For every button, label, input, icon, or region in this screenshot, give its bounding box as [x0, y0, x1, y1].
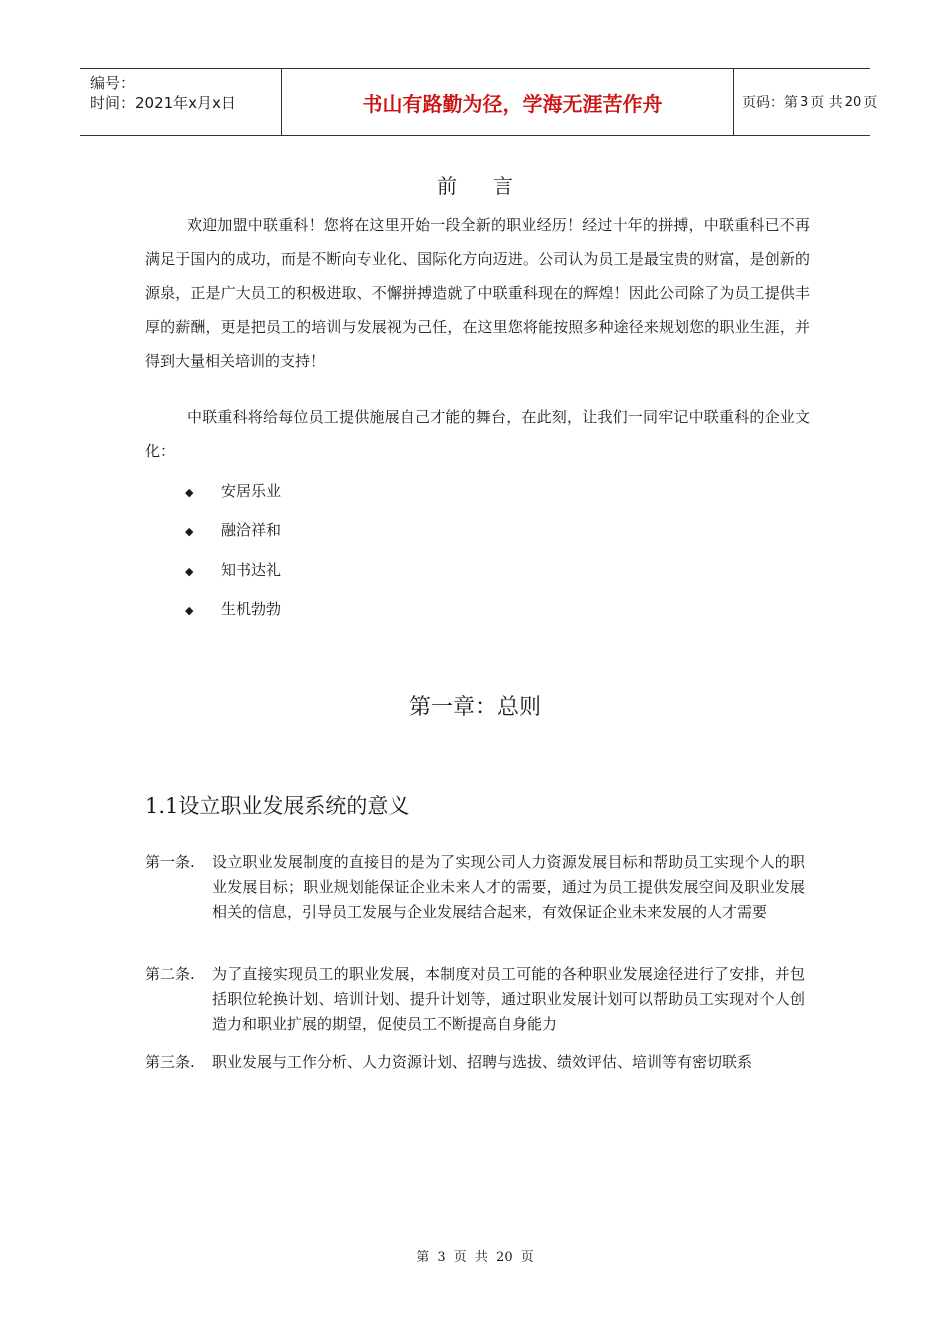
culture-item-label: 知书达礼: [221, 561, 282, 579]
page-prefix: 页码：第: [742, 95, 798, 111]
preface-paragraph: 欢迎加盟中联重科！您将在这里开始一段全新的职业经历！经过十年的拼搏，中联重科已不再满足于国内的成功，而是不断向专业化、国际化方向迈进。公司认为员工是最宝贵的财富，是创新的源泉，正是广大员工的积极进取、不懈拼搏造就了中联重科现在的辉煌！因此公司除了为员工提供丰厚的薪酬，更是把员工的培训与发展视为己任，在这里您将能按照多种途径来规划您的职业生涯，并得到大量相关培训的支持！: [145, 216, 810, 370]
section-title: 1.1设立职业发展系统的意义: [145, 794, 410, 818]
culture-item: [185, 599, 281, 621]
header-page-info: [734, 69, 878, 135]
page-footer: 第 3 页 共 20 页: [416, 1250, 534, 1265]
culture-item: [185, 560, 281, 582]
header-table: [80, 68, 878, 136]
culture-item: [185, 520, 281, 542]
article: [145, 1050, 805, 1075]
preface-title: 前言: [437, 174, 549, 198]
preface-paragraph: 中联重科将给每位员工提供施展自己才能的舞台，在此刻，让我们一同牢记中联重科的企业文化：: [145, 408, 810, 460]
article-text: 设立职业发展制度的直接目的是为了实现公司人力资源发展目标和帮助员工实现个人的职业发展目标；职业规划能保证企业未来人才的需要，通过为员工提供发展空间及职业发展相关的信息，引导员工发展与企业发展结合起来，有效保证企业未来发展的人才需要: [212, 853, 805, 921]
article-label: 第二条.: [145, 965, 195, 983]
article: [145, 962, 805, 1037]
chapter-title: 第一章：总则: [408, 695, 541, 720]
culture-item-label: 生机勃勃: [221, 600, 282, 618]
culture-item-label: 安居乐业: [221, 482, 282, 500]
page-current: 3: [800, 94, 809, 110]
article-text: 为了直接实现员工的职业发展，本制度对员工可能的各种职业发展途径进行了安排，并包括职位轮换计划、培训计划、提升计划等，通过职业发展计划可以帮助员工实现对个人创造力和职业扩展的期望，促使员工不断提高自身能力: [212, 965, 805, 1033]
date-label: 时间：2021年x月x日: [90, 94, 236, 112]
page-mid: 页 共: [810, 95, 843, 111]
article: [145, 850, 805, 925]
diamond-bullet-icon: ◆: [185, 604, 194, 617]
article-label: 第一条.: [145, 853, 195, 871]
page-total: 20: [844, 94, 862, 110]
article-label: 第三条.: [145, 1053, 195, 1071]
culture-item: [185, 481, 281, 503]
header-motto: 书山有路勤为径，学海无涯苦作舟: [282, 69, 734, 135]
culture-item-label: 融洽祥和: [221, 521, 282, 539]
diamond-bullet-icon: ◆: [185, 525, 194, 538]
page-suffix: 页: [863, 95, 878, 111]
diamond-bullet-icon: ◆: [185, 565, 194, 578]
diamond-bullet-icon: ◆: [185, 486, 194, 499]
article-text: 职业发展与工作分析、人力资源计划、招聘与选拔、绩效评估、培训等有密切联系: [212, 1053, 753, 1071]
number-label: 编号：: [90, 74, 136, 92]
header-meta: [80, 69, 282, 135]
